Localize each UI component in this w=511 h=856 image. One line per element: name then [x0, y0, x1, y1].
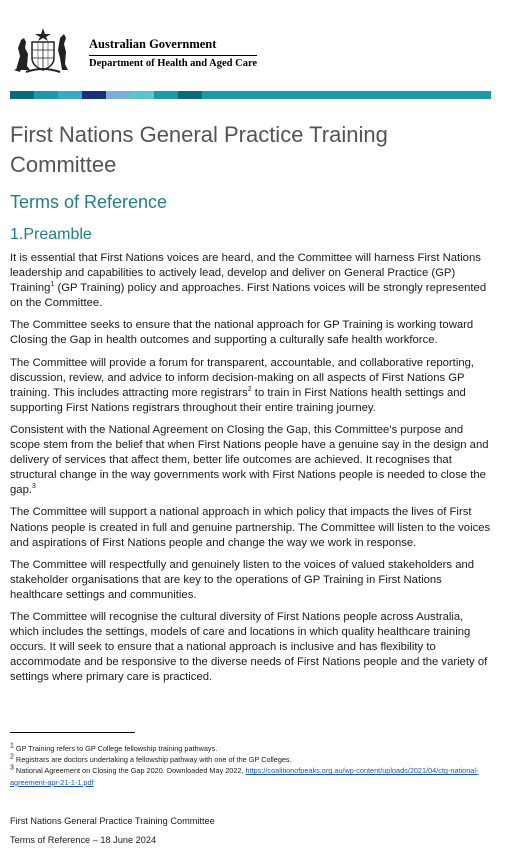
color-bar-segment [58, 91, 82, 99]
color-bar-segment [250, 91, 274, 99]
section-title: Preamble [23, 226, 92, 243]
color-bar-segment [467, 91, 491, 99]
color-bar-segment [106, 91, 130, 99]
color-bar-segment [299, 91, 323, 99]
color-bar-segment [154, 91, 178, 99]
footnote-2: $^2$ Registrars are doctors undertaking a fellowship pathway with one of the GP Colleges. [10, 753, 292, 765]
paragraph: The Committee seeks to ensure that the national approach for GP Training is working toward Closing the Gap in health outcomes and supporting a culturally safe health workforce. [10, 319, 474, 347]
section-heading [10, 226, 92, 244]
color-bar-segment [34, 91, 58, 99]
color-bar-segment [371, 91, 395, 99]
color-bar-segment [395, 91, 419, 99]
color-bar-segment [443, 91, 467, 99]
paragraph: The Committee will respectfully and genuinely listen to the voices of valued stakeholders and stakeholder organisations that are key to the operations of GP Training in First Nations healthcare settings and communities. [10, 558, 475, 601]
page-footer [10, 812, 215, 850]
document-title: First Nations General Practice Training Committee [10, 122, 388, 177]
body-text [10, 251, 494, 692]
paragraph: It is essential that First Nations voices are heard, and the Committee will harness First Nations leadership and capabilities to actively lead, develop and deliver on General Practice (GP) Training$^1$ (GP Training) policy and approaches. First Nations voices will be strongly represented on the Committee. [10, 252, 487, 310]
paragraph: The Committee will recognise the cultural diversity of First Nations people across Australia, which includes the settings, models of care and locations in which quality healthcare training occurs. It will seek to ensure that a national approach is inclusive and has flexibility to accommodate and be responsive to the diverse needs of First Nations people and the variety of settings where primary care is practiced. [10, 610, 488, 684]
section-number: 1. [10, 226, 24, 243]
color-bar-segment [202, 91, 226, 99]
header-divider [89, 55, 257, 56]
reference-link[interactable]: https://coalitionofpeaks.org.au/wp-content/uploads/2021/04/ctg-national-agreement-apr-21-1-1.pdf [10, 766, 479, 787]
paragraph: The Committee will provide a forum for transparent, accountable, and collaborative reporting, discussion, review, and advice to inform decision-making on all aspects of First Nations GP training. This includes attracting more registrars$^2$ to train in First Nations health settings and supporting First Nations registrars throughout their entire training journey. [10, 356, 475, 414]
color-bar-segment [226, 91, 250, 99]
footnote-ref[interactable]: 1 [50, 281, 55, 289]
footnote-ref[interactable]: 3 [32, 483, 36, 491]
color-bar-segment [10, 91, 34, 99]
paragraph: The Committee will support a national approach in which policy that impacts the lives of First Nations people is created in full and genuine partnership. The Committee will listen to the voices and aspirations of First Nations people and change the way we work in response. [10, 506, 491, 549]
color-bar-segment [347, 91, 371, 99]
footnote-divider [10, 732, 135, 733]
paragraph: Consistent with the National Agreement on Closing the Gap, this Committee’s purpose and scope stem from the belief that when First Nations people have a genuine say in the design and delivery of services that affect them, better life outcomes are achieved. It recognises that structural change in the way governments work with First Nations people is needed to close the gap.$^3$ [10, 423, 489, 497]
government-name: Australian Government [89, 37, 217, 51]
department-name: Department of Health and Aged Care [89, 58, 258, 69]
footnote-3: $^3$ National Agreement on Closing the Gap 2020. Downloaded May 2022, https://coalitionofpeaks.org.au/wp-content/uploads/2021/04/ctg-national-agreement-apr-21-1-1.pdf [10, 764, 479, 787]
color-bar-segment [82, 91, 106, 99]
color-bar-segment [130, 91, 154, 99]
footnote-ref[interactable]: 2 [247, 385, 252, 393]
color-bar-segment [419, 91, 443, 99]
document-subtitle: Terms of Reference [10, 192, 168, 212]
decorative-color-bar [10, 91, 491, 99]
coat-of-arms-logo [12, 26, 74, 74]
footnotes [10, 743, 490, 788]
color-bar-segment [323, 91, 347, 99]
color-bar-segment [275, 91, 299, 99]
color-bar-segment [178, 91, 202, 99]
footer-committee-name: First Nations General Practice Training Committee [10, 816, 215, 826]
footnote-1: $^1$ GP Training refers to GP College fellowship training pathways. [10, 742, 218, 753]
page-header [10, 24, 490, 80]
footer-document-date: Terms of Reference – 18 June 2024 [10, 835, 157, 845]
